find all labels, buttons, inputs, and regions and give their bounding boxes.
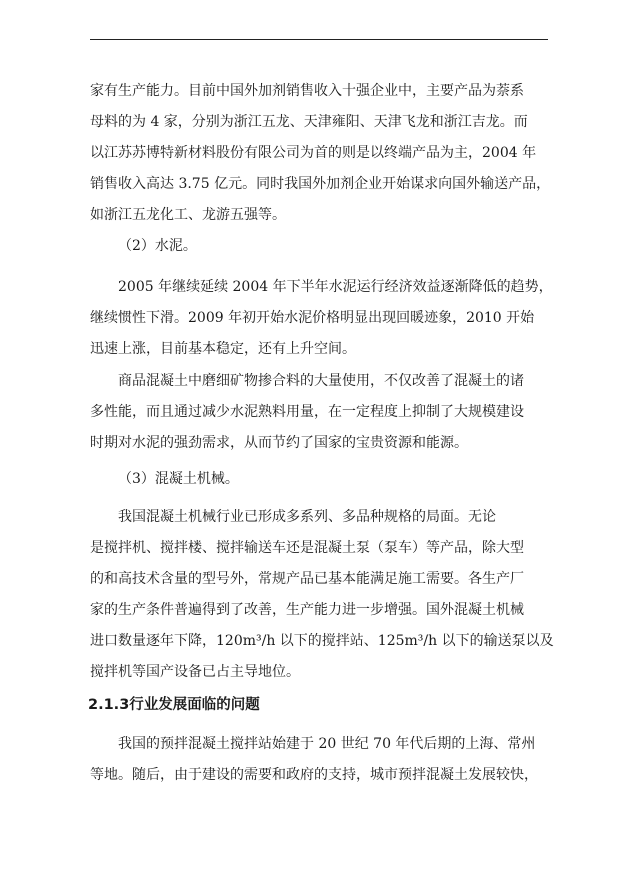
text-line: 家有生产能力。目前中国外加剂销售收入十强企业中，主要产品为萘系 (90, 83, 524, 99)
subsection-cement (90, 231, 550, 262)
text-line: 多性能，而且通过减少水泥熟料用量，在一定程度上抑制了大规模建设 (90, 404, 524, 420)
paragraph-mineral-admixture (90, 366, 550, 459)
text-line: 如浙江五龙化工、龙游五强等。 (90, 207, 286, 223)
paragraph-machinery (90, 502, 554, 688)
text-line: 销售收入高达 3.75 亿元。同时我国外加剂企业开始谋求向国外输送产品， (90, 176, 551, 192)
text-line: 是搅拌机、搅拌楼、搅拌输送车还是混凝土泵（泵车）等产品，除大型 (90, 540, 524, 556)
text-line: 进口数量逐年下降，120m³/h 以下的搅拌站、125m³/h 以下的输送泵以及 (90, 633, 554, 649)
text-line: 家的生产条件普遍得到了改善，生产能力进一步增强。国外混凝土机械 (90, 602, 524, 618)
text-line: 2005 年继续延续 2004 年下半年水泥运行经济效益逐渐降低的趋势， (118, 279, 553, 295)
text-line: 迅速上涨，目前基本稳定，还有上升空间。 (90, 341, 356, 357)
text-line: 我国混凝土机械行业已形成多系列、多品种规格的局面。无论 (118, 509, 496, 525)
paragraph-cement-trend (90, 272, 553, 365)
text-line: 的和高技术含量的型号外，常规产品已基本能满足施工需要。各生产厂 (90, 571, 524, 587)
text-line: 商品混凝土中磨细矿物掺合料的大量使用，不仅改善了混凝土的诸 (118, 373, 524, 389)
subsection-title: （2）水泥。 (118, 238, 197, 254)
text-line: 以江苏苏博特新材料股份有限公司为首的则是以终端产品为主，2004 年 (90, 145, 537, 161)
paragraph-ready-mix-history (90, 729, 550, 791)
text-line: 搅拌机等国产设备已占主导地位。 (90, 664, 300, 680)
subsection-concrete-machinery (90, 464, 550, 495)
section-heading: 2.1.3行业发展面临的问题 (88, 697, 260, 713)
text-line: 我国的预拌混凝土搅拌站始建于 20 世纪 70 年代后期的上海、常州 (118, 736, 536, 752)
header-rule (90, 39, 548, 40)
text-line: 继续惯性下滑。2009 年初开始水泥价格明显出现回暖迹象，2010 开始 (90, 310, 535, 326)
subsection-title: （3）混凝土机械。 (118, 471, 239, 487)
text-line: 母料的为 4 家，分别为浙江五龙、天津雍阳、天津飞龙和浙江吉龙。而 (90, 114, 528, 130)
text-line: 等地。随后，由于建设的需要和政府的支持，城市预拌混凝土发展较快， (90, 767, 538, 783)
paragraph-admixture-companies (90, 76, 550, 231)
text-line: 时期对水泥的强劲需求，从而节约了国家的宝贵资源和能源。 (90, 435, 468, 451)
